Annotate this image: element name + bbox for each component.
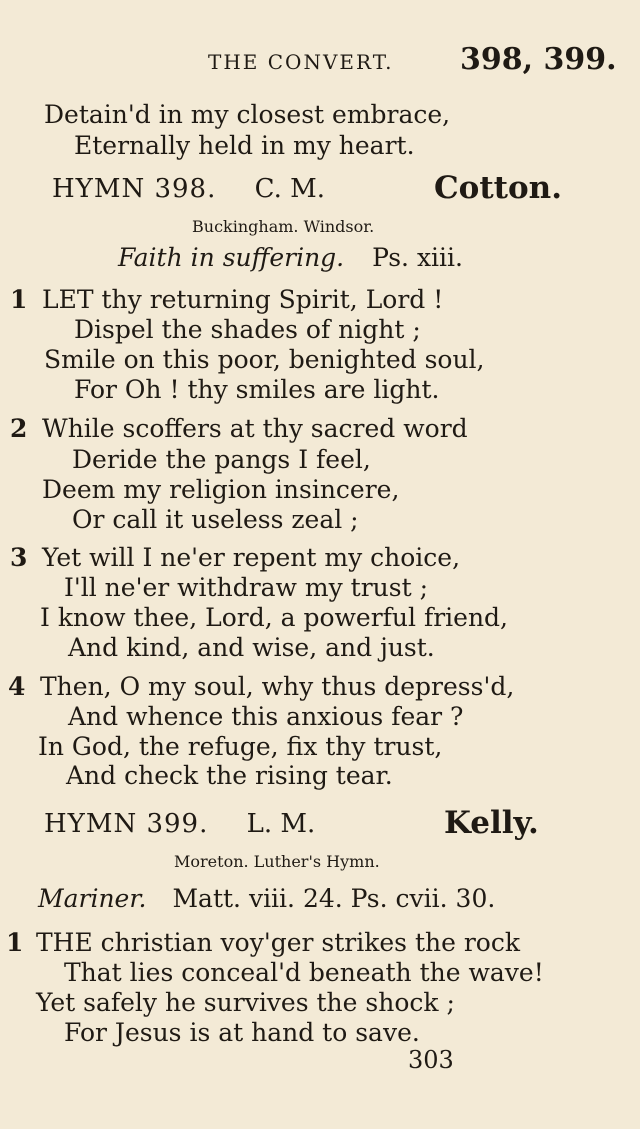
verse-line: THE christian voy'ger strikes the rock xyxy=(36,928,520,957)
verse-line: Deem my religion insincere, xyxy=(42,475,400,504)
hymn-number: HYMN 399. xyxy=(44,809,209,839)
hymn-reference: Ps. xiii. xyxy=(372,243,463,272)
hymn-heading xyxy=(52,174,325,204)
hymn-author: Cotton. xyxy=(434,170,562,206)
stanza-number: 1 xyxy=(6,928,24,957)
hymn-subject: Mariner. xyxy=(38,884,147,913)
hymn-reference: Matt. viii. 24. Ps. cvii. 30. xyxy=(172,884,496,913)
verse-line: And kind, and wise, and just. xyxy=(68,633,435,662)
stanza-number: 1 xyxy=(10,285,28,314)
running-header-hymn-numbers: 398, 399. xyxy=(460,42,617,77)
verse-line: And whence this anxious fear ? xyxy=(68,702,464,731)
verse-line: Detain'd in my closest embrace, xyxy=(44,100,451,129)
verse-line: Dispel the shades of night ; xyxy=(74,315,421,344)
stanza-number: 3 xyxy=(10,543,28,572)
verse-line: Yet safely he survives the shock ; xyxy=(36,988,455,1017)
verse-line: LET thy returning Spirit, Lord ! xyxy=(42,285,444,314)
verse-line: Yet will I ne'er repent my choice, xyxy=(42,543,461,572)
verse-line: I'll ne'er withdraw my trust ; xyxy=(64,573,429,602)
verse-line: Then, O my soul, why thus depress'd, xyxy=(40,672,515,701)
hymn-meter: L. M. xyxy=(246,809,316,839)
verse-line: Or call it useless zeal ; xyxy=(72,505,359,534)
hymn-subject-line xyxy=(38,884,495,913)
verse-line: For Jesus is at hand to save. xyxy=(64,1018,420,1047)
hymn-meter: C. M. xyxy=(254,174,326,204)
running-header-title: THE CONVERT. xyxy=(208,50,394,74)
hymn-number: HYMN 398. xyxy=(52,174,217,204)
page-number: 303 xyxy=(408,1046,454,1074)
verse-line: And check the rising tear. xyxy=(66,761,393,790)
verse-line: Deride the pangs I feel, xyxy=(72,445,371,474)
verse-line: Smile on this poor, benighted soul, xyxy=(44,345,485,374)
stanza-number: 2 xyxy=(10,414,28,443)
verse-line: For Oh ! thy smiles are light. xyxy=(74,375,440,404)
hymn-tunes: Moreton. Luther's Hymn. xyxy=(174,852,380,871)
hymn-subject: Faith in suffering. xyxy=(118,243,345,272)
verse-line: Eternally held in my heart. xyxy=(74,131,415,160)
verse-line: I know thee, Lord, a powerful friend, xyxy=(40,603,508,632)
verse-line: In God, the refuge, fix thy trust, xyxy=(38,732,443,761)
hymn-heading xyxy=(44,809,315,839)
stanza-number: 4 xyxy=(8,672,26,701)
hymn-author: Kelly. xyxy=(444,805,539,841)
hymn-tunes: Buckingham. Windsor. xyxy=(192,217,375,236)
hymn-subject-line xyxy=(118,243,463,272)
verse-line: While scoffers at thy sacred word xyxy=(42,414,468,443)
verse-line: That lies conceal'd beneath the wave! xyxy=(64,958,544,987)
